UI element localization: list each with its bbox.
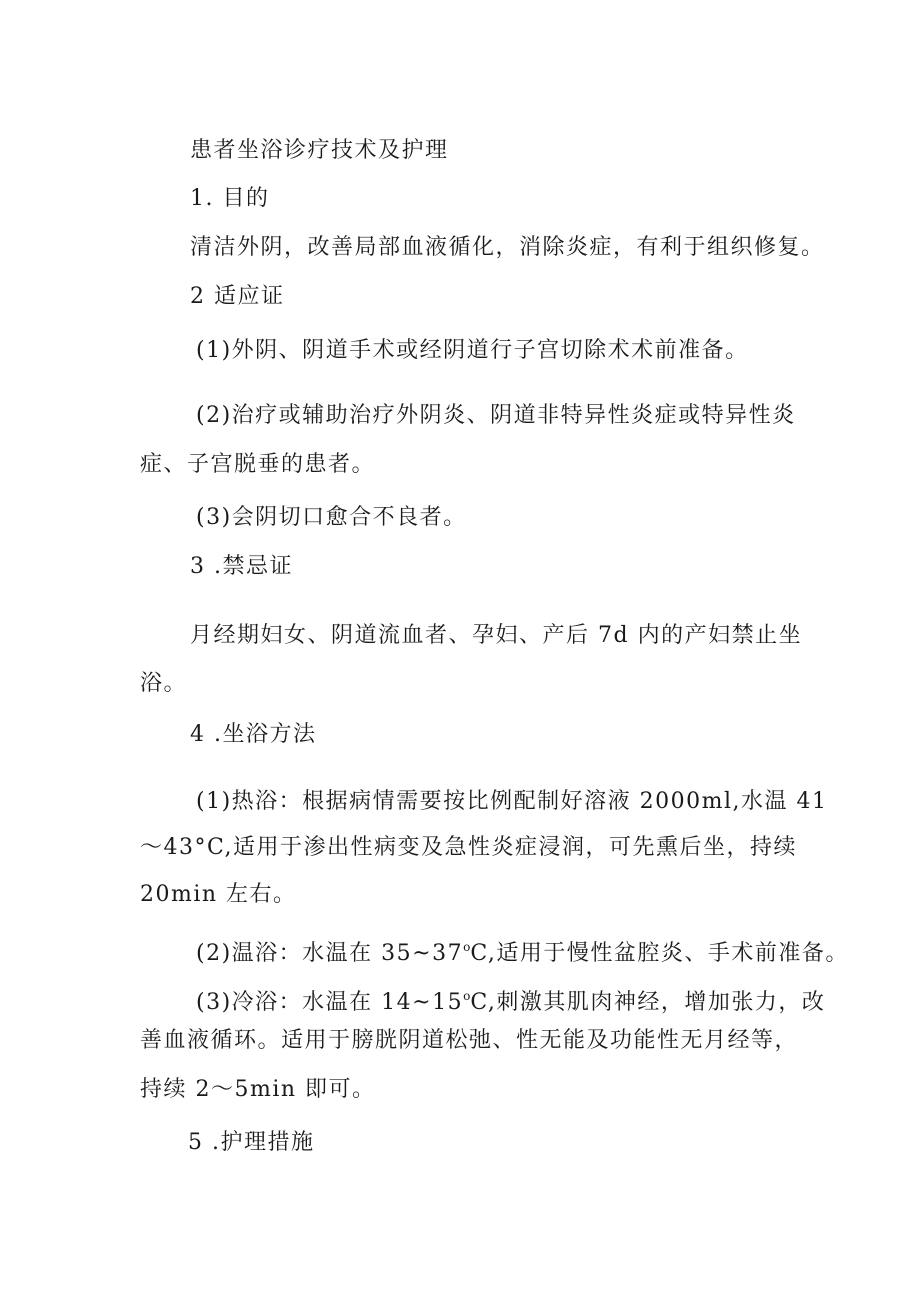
method-hot-line-2: ～43°C,适用于渗出性病变及急性炎症浸润，可先熏后坐，持续 [140, 835, 798, 860]
method-hot-line-3: 20min 左右。 [140, 882, 297, 907]
method-warm-line [196, 932, 849, 969]
document-title: 患者坐浴诊疗技术及护理 [190, 138, 449, 163]
section-heading-indications: 2 适应证 [190, 284, 285, 309]
degree-superscript: o [463, 989, 471, 1003]
method-cold-text-b: C,刺激其肌肉神经，增加张力，改 [470, 990, 826, 1015]
method-cold-line-3: 持续 2～5min 即可。 [140, 1077, 376, 1102]
section-heading-purpose: 1. 目的 [190, 186, 270, 211]
purpose-text: 清洁外阴，改善局部血液循化，消除炎症，有利于组织修复。 [190, 235, 825, 260]
section-heading-nursing: 5 .护理措施 [188, 1130, 315, 1155]
section-heading-method: 4 .坐浴方法 [190, 722, 317, 747]
indication-item-2-line-1: (2)治疗或辅助治疗外阴炎、阴道非特异性炎症或特异性炎 [196, 403, 796, 428]
method-warm-text-b: C,适用于慢性盆腔炎、手术前准备。 [470, 941, 849, 966]
method-cold-line-1 [196, 981, 825, 1018]
degree-superscript: o [463, 940, 471, 954]
indication-item-2-line-2: 症、子宫脱垂的患者。 [140, 452, 376, 477]
method-warm-text-a: (2)温浴：水温在 35~37 [196, 941, 464, 966]
method-hot-line-1: (1)热浴：根据病情需要按比例配制好溶液 2000ml,水温 41 [196, 789, 828, 814]
contraindications-text-line-2: 浴。 [140, 671, 188, 696]
contraindications-text-line-1: 月经期妇女、阴道流血者、孕妇、产后 7d 内的产妇禁止坐 [190, 623, 803, 648]
method-cold-text-a: (3)冷浴：水温在 14~15 [196, 990, 464, 1015]
section-heading-contraindications: 3 .禁忌证 [190, 554, 293, 579]
method-cold-line-2: 善血液循环。适用于膀胱阴道松弛、性无能及功能性无月经等， [140, 1028, 799, 1053]
indication-item-3: (3)会阴切口愈合不良者。 [196, 505, 467, 530]
indication-item-1: (1)外阴、阴道手术或经阴道行子宫切除术术前准备。 [196, 338, 749, 363]
